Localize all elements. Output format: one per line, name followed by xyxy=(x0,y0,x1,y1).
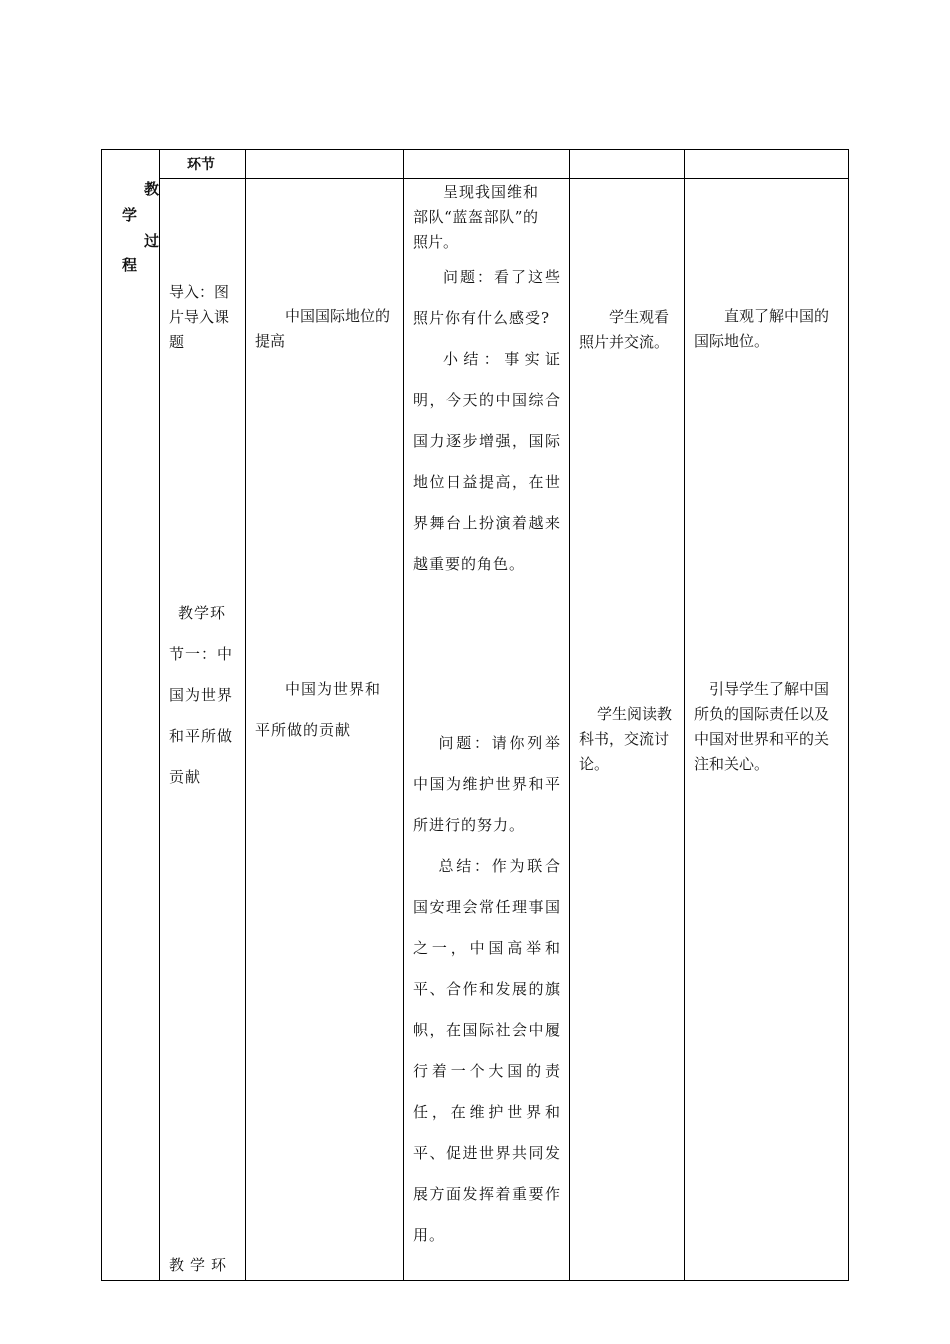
table-bottom-border xyxy=(101,1280,849,1281)
row2-student-activity: 学生阅读教科书，交流讨论。 xyxy=(579,705,673,773)
table-right-border xyxy=(848,149,849,1281)
row1-student-activity: 学生观看照片并交流。 xyxy=(579,308,670,351)
column-divider-2 xyxy=(245,149,246,1281)
column-divider-1 xyxy=(159,149,160,1281)
teacher-text: 总结：作为联合国安理会常任理事国之一，中国高举和平、合作和发展的旗帜，在国际社会中履行着一个大国的责任，在维护世界和平、促进世界共同发展方面发挥着重要作用。 xyxy=(413,857,561,1244)
teacher-text: 呈现我国维和部队“蓝盔部队”的照片。 xyxy=(413,183,538,251)
row2-teacher-activity xyxy=(413,723,561,1256)
teacher-text: 问题：请你列举中国为维护世界和平所进行的努力。 xyxy=(413,734,561,834)
row1-content: 中国国际地位的提高 xyxy=(255,307,391,350)
table-top-border xyxy=(101,149,849,150)
column-divider-3 xyxy=(403,149,404,1281)
lesson-plan-table xyxy=(101,149,849,1281)
row1-design-intent: 直观了解中国的国际地位。 xyxy=(694,307,830,350)
row2-content: 中国为世界和平所做的贡献 xyxy=(255,680,382,739)
row1-step: 导入：图片导入课题 xyxy=(169,283,230,351)
row2-step: 教学环节一：中国为世界和平所做贡献 xyxy=(169,604,234,786)
row1-teacher-activity xyxy=(413,180,561,585)
column-divider-5 xyxy=(684,149,685,1281)
side-label-char: 学 xyxy=(122,206,138,224)
row2-design-intent: 引导学生了解中国所负的国际责任以及中国对世界和平的关注和关心。 xyxy=(694,680,830,773)
column-divider-4 xyxy=(569,149,570,1281)
side-label-char: 教 xyxy=(144,180,160,198)
teacher-text: 小结：事实证明，今天的中国综合国力逐步增强，国际地位日益提高，在世界舞台上扮演着越来越重要的角色。 xyxy=(413,350,561,573)
header-step: 环节 xyxy=(187,157,215,173)
header-row-divider xyxy=(159,178,849,179)
table-left-border xyxy=(101,149,102,1281)
row3-step: 教学环 xyxy=(169,1256,233,1274)
side-label-char: 过 xyxy=(144,232,160,250)
side-label-char: 程 xyxy=(122,256,138,274)
teacher-text: 问题：看了这些照片你有什么感受? xyxy=(413,268,561,327)
